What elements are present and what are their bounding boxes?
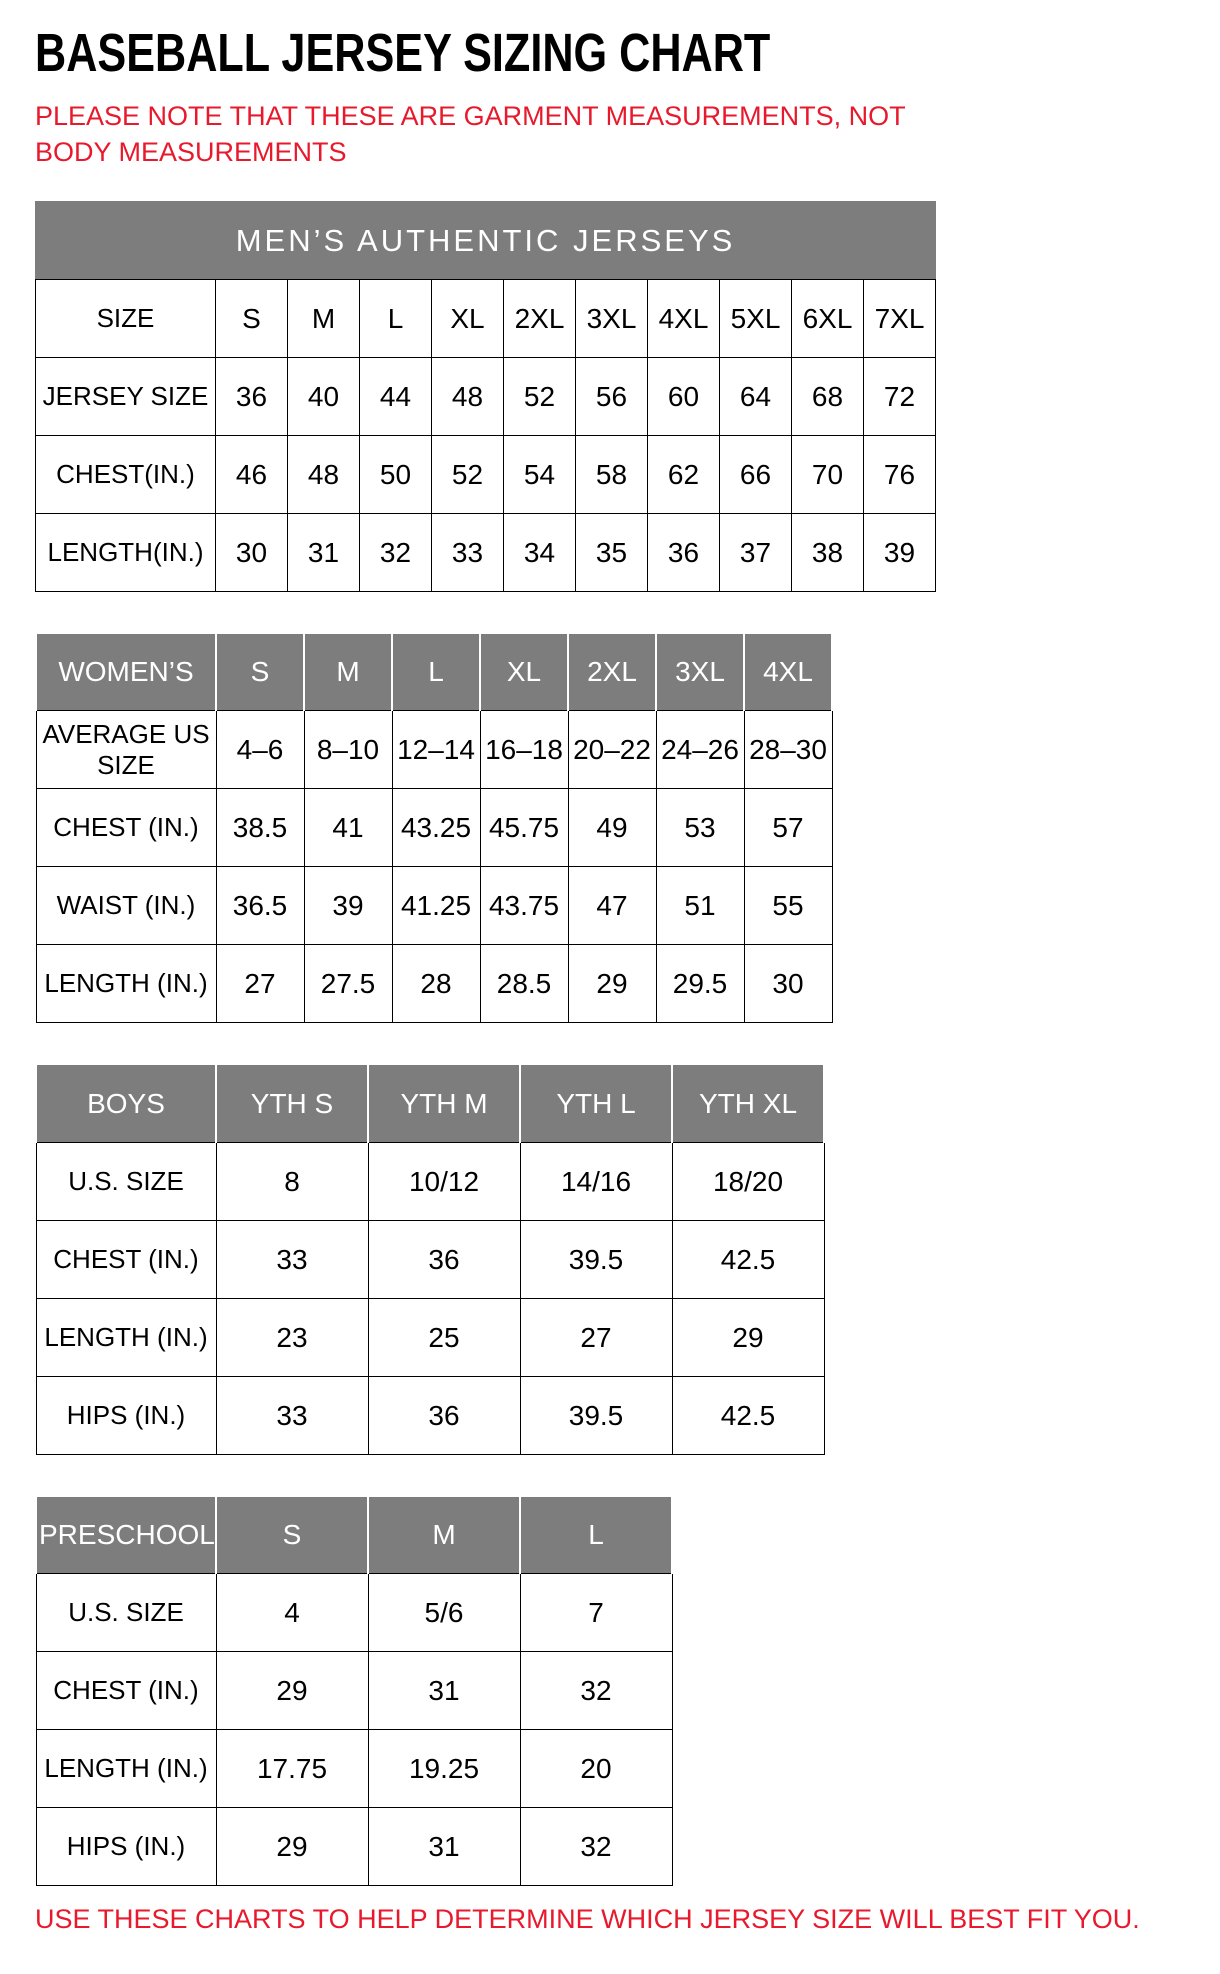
cell: 31 — [288, 513, 360, 591]
page-title: BASEBALL JERSEY SIZING CHART — [35, 23, 771, 83]
cell: 10/12 — [368, 1142, 520, 1220]
column-header: L — [520, 1496, 672, 1574]
cell: 36.5 — [216, 867, 304, 945]
cell: 43.75 — [480, 867, 568, 945]
cell: 62 — [648, 435, 720, 513]
boys-table — [35, 1063, 825, 1455]
cell: 29 — [672, 1298, 824, 1376]
column-header: M — [368, 1496, 520, 1574]
fit-advice-footer: USE THESE CHARTS TO HELP DETERMINE WHICH JERSEY SIZE WILL BEST FIT YOU. — [35, 1904, 1140, 1935]
row-label: LENGTH(IN.) — [36, 513, 216, 591]
cell: 18/20 — [672, 1142, 824, 1220]
row-label: AVERAGE US SIZE — [36, 711, 216, 789]
cell: 38 — [792, 513, 864, 591]
cell: 37 — [720, 513, 792, 591]
row-label: HIPS (IN.) — [36, 1808, 216, 1886]
cell: 4 — [216, 1574, 368, 1652]
cell: 70 — [792, 435, 864, 513]
row-label: LENGTH (IN.) — [36, 1730, 216, 1808]
cell: 30 — [744, 945, 832, 1023]
cell: 19.25 — [368, 1730, 520, 1808]
table-title: PRESCHOOL — [36, 1496, 216, 1574]
cell: L — [360, 279, 432, 357]
table-row — [36, 435, 936, 513]
cell: 6XL — [792, 279, 864, 357]
column-header: L — [392, 633, 480, 711]
cell: 29 — [216, 1808, 368, 1886]
cell: 5/6 — [368, 1574, 520, 1652]
boys-header-row — [36, 1064, 824, 1142]
row-label: LENGTH (IN.) — [36, 945, 216, 1023]
cell: 28 — [392, 945, 480, 1023]
mens-banner-row — [36, 201, 936, 279]
cell: 39.5 — [520, 1376, 672, 1454]
cell: 36 — [648, 513, 720, 591]
row-label: U.S. SIZE — [36, 1142, 216, 1220]
cell: 40 — [288, 357, 360, 435]
table-row — [36, 867, 832, 945]
cell: 32 — [520, 1652, 672, 1730]
row-label: CHEST (IN.) — [36, 789, 216, 867]
cell: 8–10 — [304, 711, 392, 789]
column-header: YTH L — [520, 1064, 672, 1142]
cell: 33 — [216, 1220, 368, 1298]
preschool-header-row — [36, 1496, 672, 1574]
cell: 72 — [864, 357, 936, 435]
row-label: HIPS (IN.) — [36, 1376, 216, 1454]
cell: 12–14 — [392, 711, 480, 789]
cell: 35 — [576, 513, 648, 591]
column-header: 2XL — [568, 633, 656, 711]
cell: 36 — [368, 1220, 520, 1298]
cell: 52 — [432, 435, 504, 513]
cell: 41.25 — [392, 867, 480, 945]
cell: 29 — [216, 1652, 368, 1730]
cell: 39.5 — [520, 1220, 672, 1298]
cell: 39 — [864, 513, 936, 591]
cell: 33 — [216, 1376, 368, 1454]
cell: 54 — [504, 435, 576, 513]
cell: XL — [432, 279, 504, 357]
cell: 38.5 — [216, 789, 304, 867]
column-header: YTH S — [216, 1064, 368, 1142]
cell: 51 — [656, 867, 744, 945]
table-row — [36, 1730, 672, 1808]
row-label: LENGTH (IN.) — [36, 1298, 216, 1376]
cell: 20–22 — [568, 711, 656, 789]
row-label: WAIST (IN.) — [36, 867, 216, 945]
garment-measurement-note: PLEASE NOTE THAT THESE ARE GARMENT MEASUREMENTS, NOT BODY MEASUREMENTS — [35, 101, 906, 168]
row-label: U.S. SIZE — [36, 1574, 216, 1652]
cell: 24–26 — [656, 711, 744, 789]
mens-banner: MEN’S AUTHENTIC JERSEYS — [36, 201, 936, 279]
cell: 4XL — [648, 279, 720, 357]
cell: 42.5 — [672, 1220, 824, 1298]
column-header: 3XL — [656, 633, 744, 711]
cell: 34 — [504, 513, 576, 591]
column-header: YTH M — [368, 1064, 520, 1142]
cell: 50 — [360, 435, 432, 513]
cell: 66 — [720, 435, 792, 513]
cell: 44 — [360, 357, 432, 435]
cell: 31 — [368, 1808, 520, 1886]
table-row — [36, 945, 832, 1023]
cell: 31 — [368, 1652, 520, 1730]
preschool-table — [35, 1495, 673, 1887]
cell: 55 — [744, 867, 832, 945]
cell: 76 — [864, 435, 936, 513]
cell: 45.75 — [480, 789, 568, 867]
cell: 20 — [520, 1730, 672, 1808]
column-header: XL — [480, 633, 568, 711]
table-title: WOMEN’S — [36, 633, 216, 711]
row-label: CHEST (IN.) — [36, 1652, 216, 1730]
table-row — [36, 1298, 824, 1376]
cell: 43.25 — [392, 789, 480, 867]
cell: 46 — [216, 435, 288, 513]
cell: 39 — [304, 867, 392, 945]
table-row — [36, 513, 936, 591]
cell: 32 — [520, 1808, 672, 1886]
column-header: YTH XL — [672, 1064, 824, 1142]
cell: 27 — [216, 945, 304, 1023]
row-label: JERSEY SIZE — [36, 357, 216, 435]
table-row — [36, 1574, 672, 1652]
table-row — [36, 279, 936, 357]
cell: 41 — [304, 789, 392, 867]
mens-table — [35, 201, 936, 592]
cell: 29 — [568, 945, 656, 1023]
cell: 48 — [288, 435, 360, 513]
cell: 30 — [216, 513, 288, 591]
cell: 2XL — [504, 279, 576, 357]
cell: 25 — [368, 1298, 520, 1376]
cell: 36 — [368, 1376, 520, 1454]
cell: 60 — [648, 357, 720, 435]
cell: 47 — [568, 867, 656, 945]
table-row — [36, 1808, 672, 1886]
cell: 7XL — [864, 279, 936, 357]
womens-header-row — [36, 633, 832, 711]
row-label: CHEST(IN.) — [36, 435, 216, 513]
cell: 48 — [432, 357, 504, 435]
cell: 28.5 — [480, 945, 568, 1023]
column-header: 4XL — [744, 633, 832, 711]
table-row — [36, 357, 936, 435]
cell: 16–18 — [480, 711, 568, 789]
row-label: SIZE — [36, 279, 216, 357]
cell: 32 — [360, 513, 432, 591]
table-row — [36, 1376, 824, 1454]
cell: 64 — [720, 357, 792, 435]
womens-table — [35, 632, 833, 1024]
cell: 27.5 — [304, 945, 392, 1023]
cell: 36 — [216, 357, 288, 435]
table-title: BOYS — [36, 1064, 216, 1142]
cell: 42.5 — [672, 1376, 824, 1454]
cell: 33 — [432, 513, 504, 591]
table-row — [36, 789, 832, 867]
table-row — [36, 1652, 672, 1730]
cell: 49 — [568, 789, 656, 867]
cell: M — [288, 279, 360, 357]
cell: 27 — [520, 1298, 672, 1376]
cell: 68 — [792, 357, 864, 435]
column-header: S — [216, 633, 304, 711]
column-header: M — [304, 633, 392, 711]
table-row — [36, 1220, 824, 1298]
table-row — [36, 711, 832, 789]
cell: 14/16 — [520, 1142, 672, 1220]
cell: 5XL — [720, 279, 792, 357]
cell: 58 — [576, 435, 648, 513]
cell: 8 — [216, 1142, 368, 1220]
cell: 23 — [216, 1298, 368, 1376]
cell: 3XL — [576, 279, 648, 357]
row-label: CHEST (IN.) — [36, 1220, 216, 1298]
cell: 7 — [520, 1574, 672, 1652]
column-header: S — [216, 1496, 368, 1574]
cell: 17.75 — [216, 1730, 368, 1808]
cell: 29.5 — [656, 945, 744, 1023]
table-row — [36, 1142, 824, 1220]
cell: 28–30 — [744, 711, 832, 789]
cell: S — [216, 279, 288, 357]
cell: 4–6 — [216, 711, 304, 789]
cell: 52 — [504, 357, 576, 435]
cell: 56 — [576, 357, 648, 435]
cell: 53 — [656, 789, 744, 867]
cell: 57 — [744, 789, 832, 867]
